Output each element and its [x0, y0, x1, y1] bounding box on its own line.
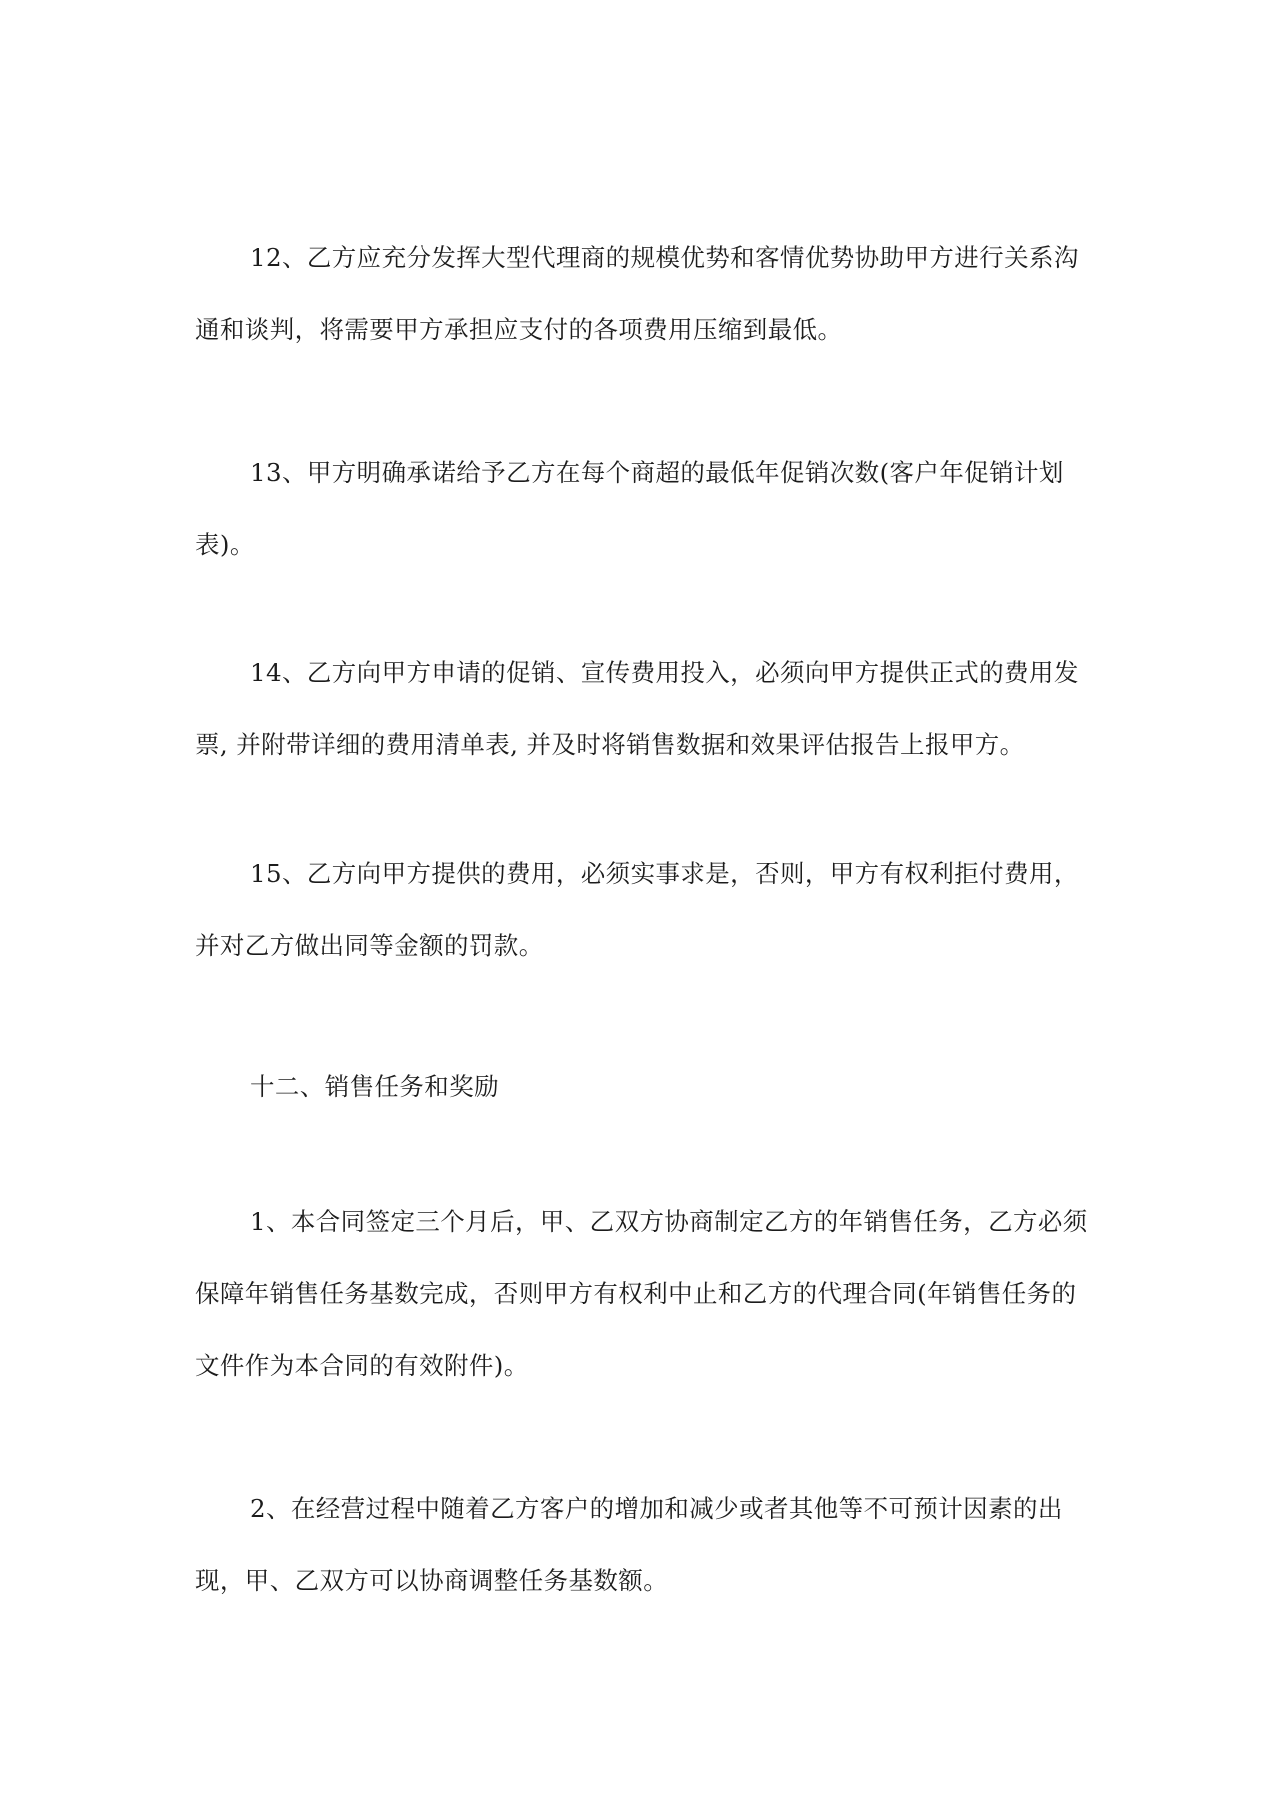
clause-13: 13、甲方明确承诺给予乙方在每个商超的最低年促销次数(客户年促销计划表)。: [195, 458, 1064, 559]
clause-15: 15、乙方向甲方提供的费用，必须实事求是，否则，甲方有权利拒付费用，并对乙方做出同等金额的罚款。: [195, 859, 1079, 960]
clause-14: 14、乙方向甲方申请的促销、宣传费用投入，必须向甲方提供正式的费用发票, 并附带详细的费用清单表, 并及时将销售数据和效果评估报告上报甲方。: [195, 658, 1079, 759]
sales-task-clause-1: 1、本合同签定三个月后，甲、乙双方协商制定乙方的年销售任务，乙方必须保障年销售任务基数完成，否则甲方有权利中止和乙方的代理合同(年销售任务的文件作为本合同的有效附件)。: [195, 1207, 1088, 1380]
section-heading: 十二、销售任务和奖励: [250, 1072, 499, 1101]
clause-12: 12、乙方应充分发挥大型代理商的规模优势和客情优势协助甲方进行关系沟通和谈判，将需要甲方承担应支付的各项费用压缩到最低。: [195, 243, 1079, 344]
sales-task-clause-2: 2、在经营过程中随着乙方客户的增加和减少或者其他等不可预计因素的出现，甲、乙双方可以协商调整任务基数额。: [195, 1494, 1063, 1595]
